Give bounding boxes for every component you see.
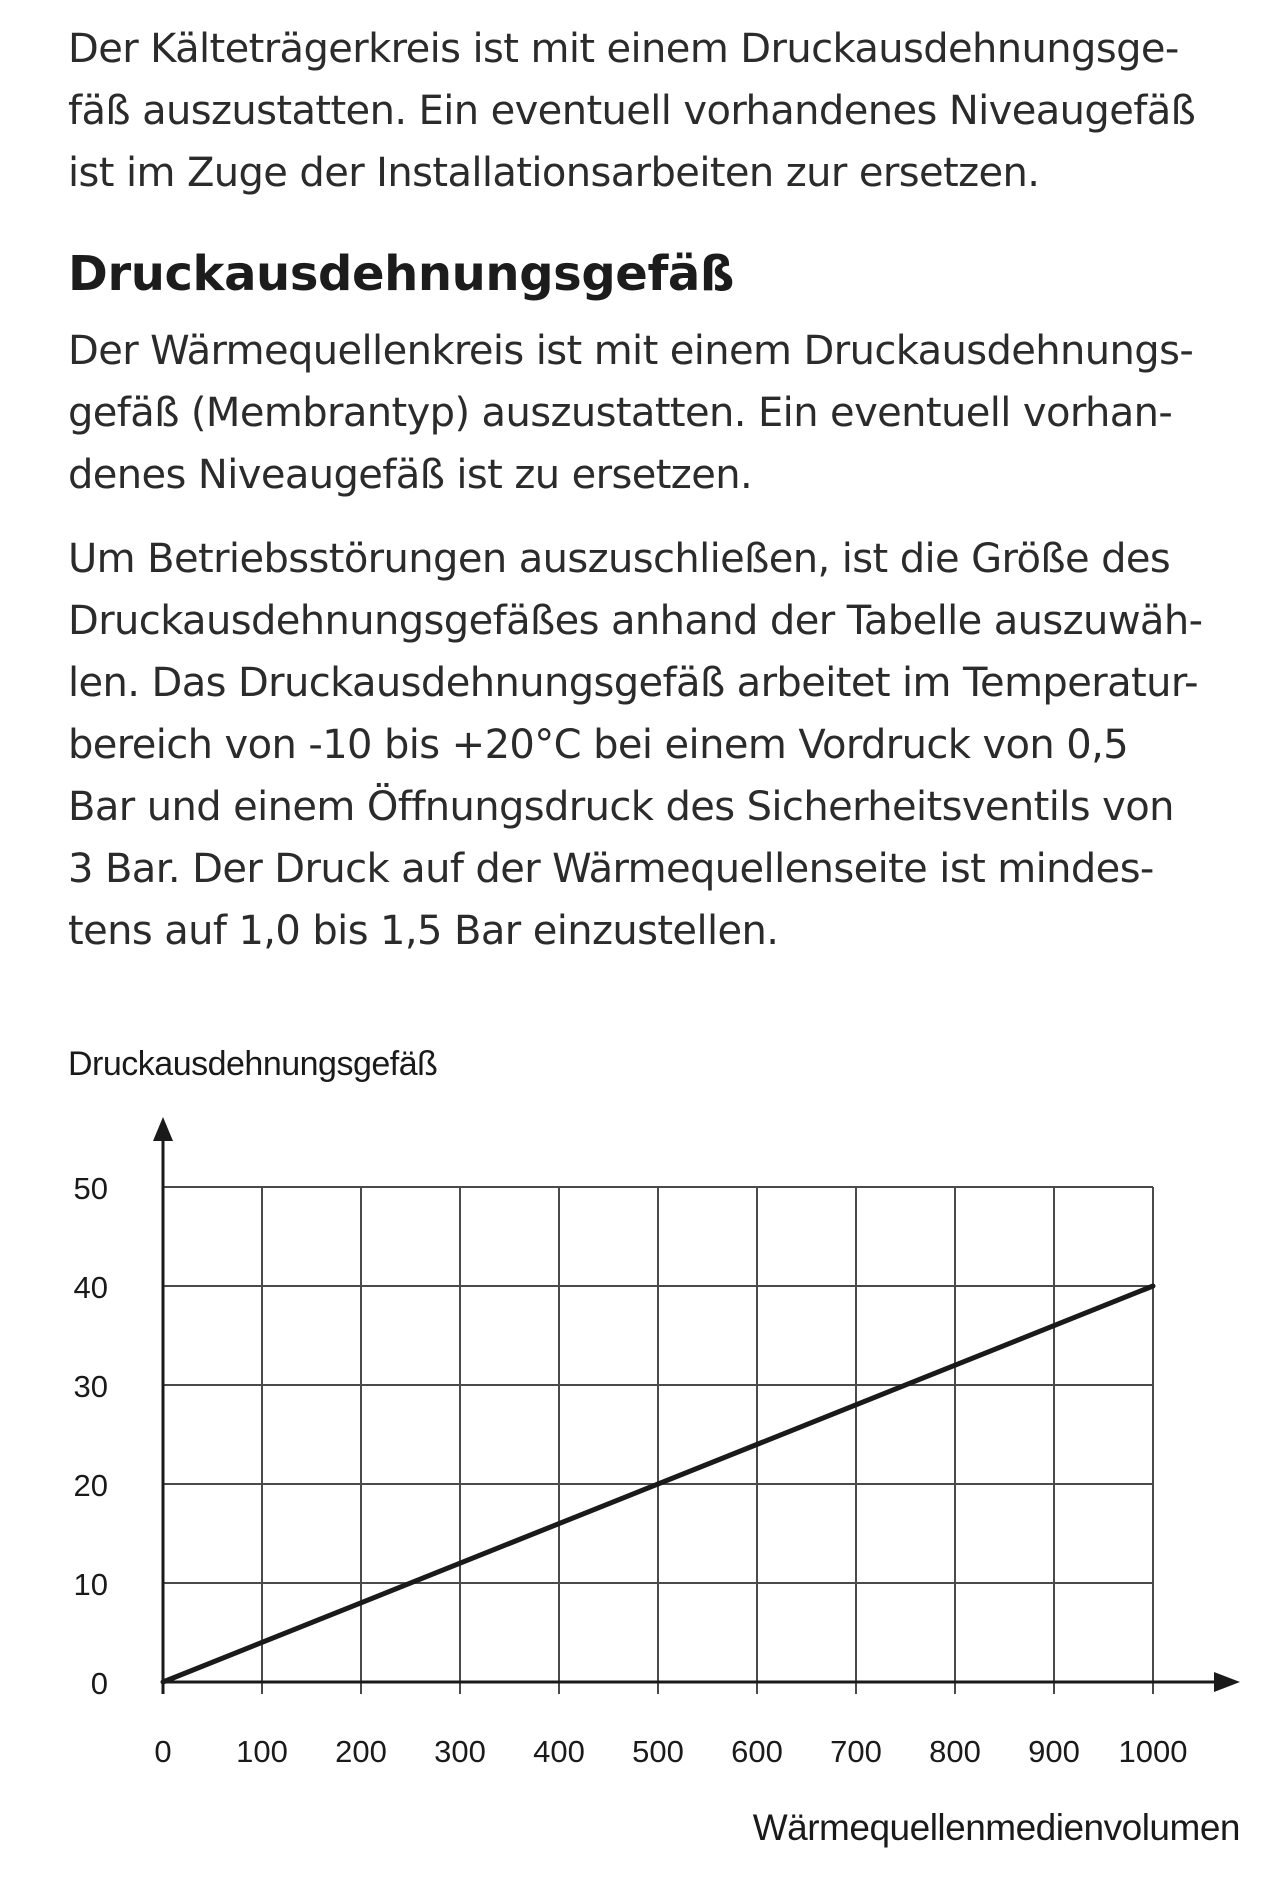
x-tick-label: 800 [929, 1734, 981, 1769]
section-paragraph-1 [68, 320, 1268, 506]
y-tick-label: 30 [73, 1369, 108, 1404]
text-line: bereich von -10 bis +20°C bei einem Vordruck von 0,5 [68, 722, 1129, 768]
text-line: Der Kälteträgerkreis ist mit einem Druckausdehnungsge- [68, 26, 1179, 72]
x-tick-label: 400 [533, 1734, 585, 1769]
text-line: ist im Zuge der Installationsarbeiten zur ersetzen. [68, 150, 1040, 196]
x-tick-label: 900 [1028, 1734, 1080, 1769]
section-heading: Druckausdehnungsgefäß [68, 246, 735, 302]
text-line: 3 Bar. Der Druck auf der Wärmequellenseite ist mindes- [68, 846, 1154, 892]
y-axis-arrow-icon [153, 1117, 173, 1141]
x-axis-arrow-icon [1214, 1672, 1240, 1692]
section-paragraph-2 [68, 528, 1268, 962]
y-tick-label: 40 [73, 1270, 108, 1305]
text-line: Um Betriebsstörungen auszuschließen, ist die Größe des [68, 536, 1171, 582]
text-line: gefäß (Membrantyp) auszustatten. Ein eventuell vorhan- [68, 390, 1173, 436]
x-tick-label: 300 [434, 1734, 486, 1769]
x-tick-label: 700 [830, 1734, 882, 1769]
text-line: len. Das Druckausdehnungsgefäß arbeitet im Temperatur- [68, 660, 1198, 706]
x-tick-label: 600 [731, 1734, 783, 1769]
text-line: Bar und einem Öffnungsdruck des Sicherheitsventils von [68, 784, 1174, 830]
x-axis-label: Wärmequellenmedienvolumen [752, 1807, 1240, 1848]
x-tick-label: 100 [236, 1734, 288, 1769]
text-line: tens auf 1,0 bis 1,5 Bar einzustellen. [68, 908, 779, 954]
x-tick-label: 1000 [1118, 1734, 1188, 1769]
x-tick-label: 500 [632, 1734, 684, 1769]
document-page [68, 18, 1268, 962]
text-line: Druckausdehnungsgefäßes anhand der Tabelle auszuwäh- [68, 598, 1203, 644]
expansion-vessel-chart [0, 1040, 1280, 1900]
text-line: denes Niveaugefäß ist zu ersetzen. [68, 452, 753, 498]
y-tick-label: 50 [73, 1171, 108, 1206]
text-line: Der Wärmequellenkreis ist mit einem Druckausdehnungs- [68, 328, 1194, 374]
chart-svg [0, 1040, 1280, 1900]
text-line: fäß auszustatten. Ein eventuell vorhandenes Niveaugefäß [68, 88, 1196, 134]
y-tick-label: 0 [90, 1666, 108, 1701]
x-tick-label: 0 [154, 1734, 172, 1769]
y-axis-label: Druckausdehnungsgefäß [68, 1045, 438, 1083]
y-tick-label: 20 [73, 1468, 108, 1503]
y-tick-label: 10 [73, 1567, 108, 1602]
intro-paragraph [68, 18, 1268, 204]
x-tick-label: 200 [335, 1734, 387, 1769]
